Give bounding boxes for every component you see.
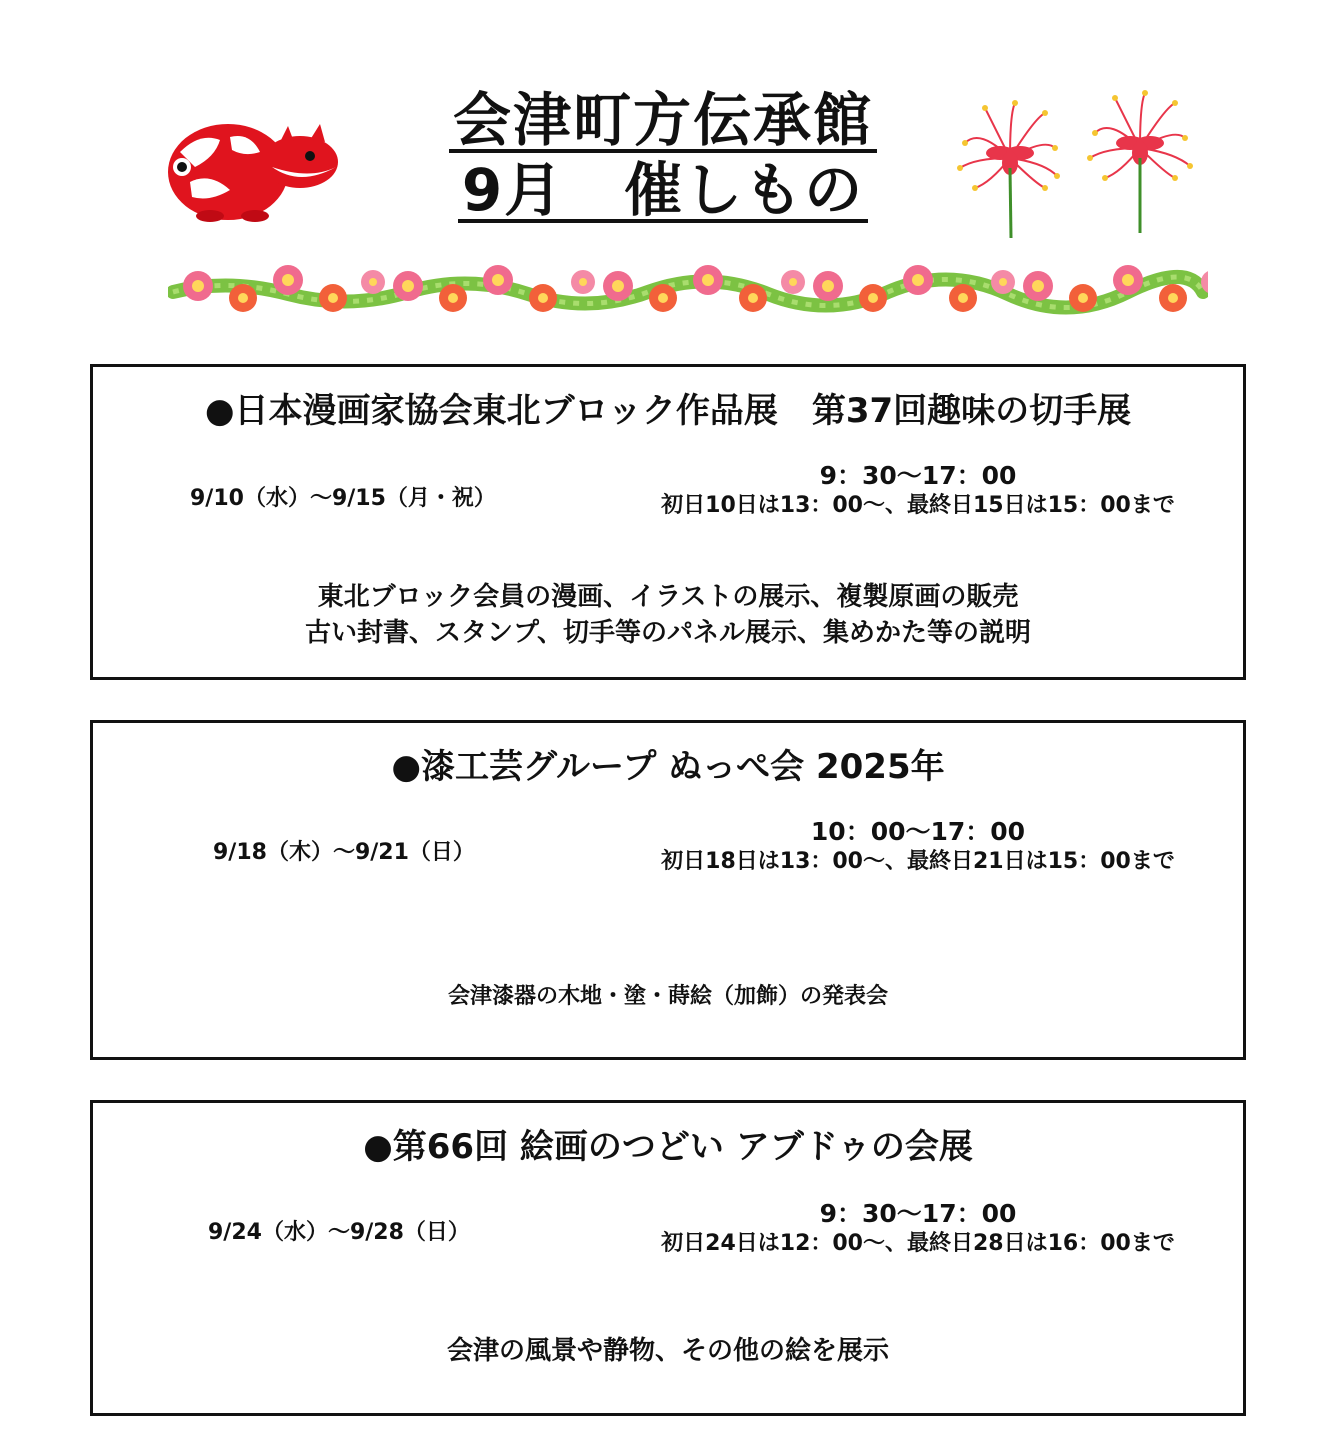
event-description: 会津の風景や静物、その他の絵を展示 bbox=[446, 1336, 889, 1366]
event-title: ●日本漫画家協会東北ブロック作品展 第37回趣味の切手展 bbox=[204, 391, 1132, 431]
event-box-2 bbox=[90, 720, 1246, 1060]
page-title: 会津町方伝承館 bbox=[0, 88, 1326, 153]
event-description: 会津漆器の木地・塗・蒔絵（加飾）の発表会 bbox=[447, 984, 888, 1009]
event-date: 9/18（木）～9/21（日） bbox=[213, 840, 475, 865]
event-box-1 bbox=[90, 364, 1246, 680]
event-time: 9：30～17：00 初日24日は12：00～、最終日28日は16：00まで bbox=[661, 1199, 1175, 1256]
event-description: 東北ブロック会員の漫画、イラストの展示、複製原画の販売 古い封書、スタンプ、切手等のパネル展示、集めかた等の説明 bbox=[305, 582, 1031, 648]
event-time: 10：00～17：00 初日18日は13：00～、最終日21日は15：00まで bbox=[661, 817, 1175, 874]
event-time: 9：30～17：00 初日10日は13：00～、最終日15日は15：00まで bbox=[661, 461, 1175, 518]
event-date: 9/24（水）～9/28（日） bbox=[208, 1220, 470, 1245]
event-title: ●第66回 絵画のつどい アブドゥの会展 bbox=[363, 1127, 973, 1167]
event-box-3 bbox=[90, 1100, 1246, 1416]
flower-garland-divider bbox=[168, 258, 1208, 324]
event-title: ●漆工芸グループ ぬっぺ会 2025年 bbox=[391, 747, 945, 787]
page-subtitle: 9月 催しもの bbox=[0, 158, 1326, 223]
event-date: 9/10（水）～9/15（月・祝） bbox=[190, 486, 496, 511]
